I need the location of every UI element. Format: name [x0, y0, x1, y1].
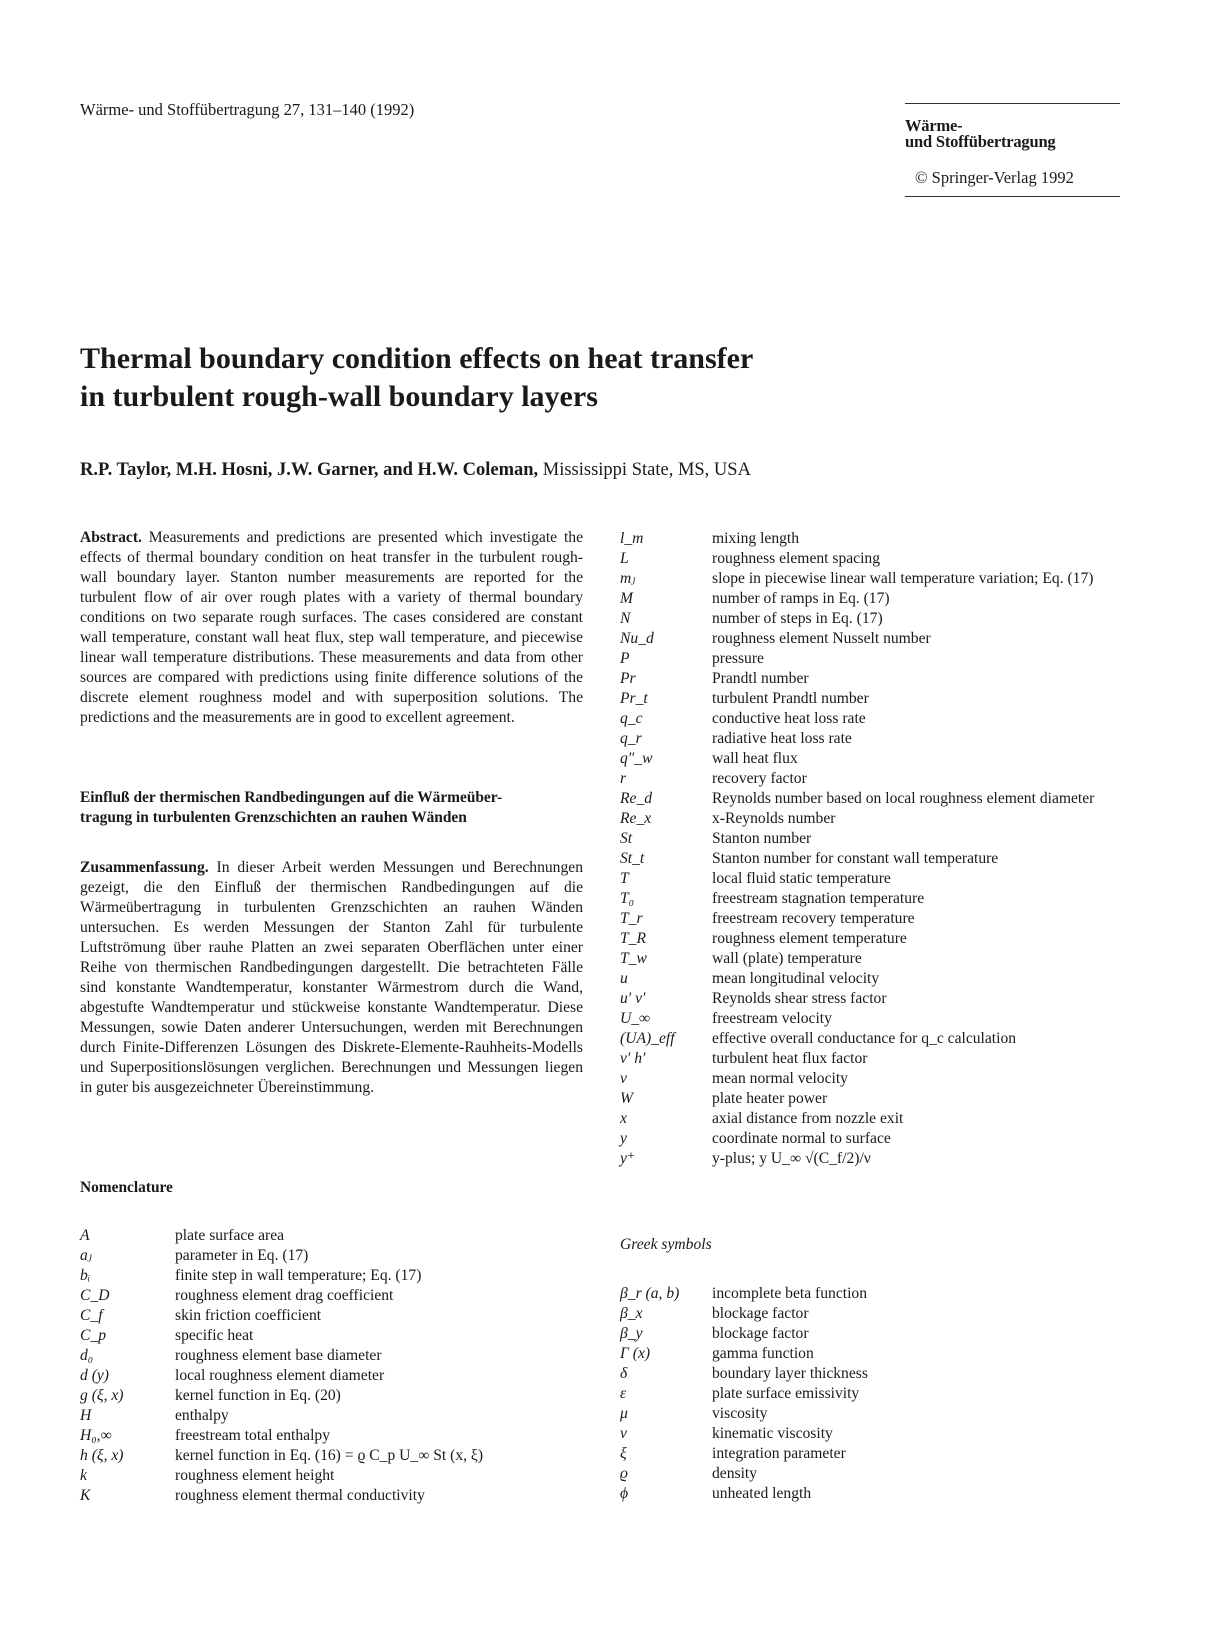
nomenclature-symbol: h (ξ, x)	[80, 1447, 124, 1464]
nomenclature-entry	[620, 1109, 1122, 1129]
nomenclature-entry	[80, 1246, 583, 1266]
nomenclature-symbol: Pr_t	[620, 690, 648, 707]
nomenclature-definition: coordinate normal to surface	[712, 1130, 891, 1147]
nomenclature-entry	[620, 649, 1122, 669]
nomenclature-entry	[620, 629, 1122, 649]
german-title-line2: tragung in turbulenten Grenzschichten an rauhen Wänden	[80, 809, 467, 826]
nomenclature-definition: radiative heat loss rate	[712, 730, 852, 747]
nomenclature-definition: Reynolds shear stress factor	[712, 990, 887, 1007]
nomenclature-symbol: ε	[620, 1385, 627, 1402]
nomenclature-definition: plate surface area	[175, 1227, 285, 1244]
nomenclature-entry	[80, 1486, 583, 1506]
nomenclature-entry	[620, 729, 1122, 749]
nomenclature-entry	[620, 1284, 1122, 1304]
nomenclature-list-left	[80, 1226, 583, 1506]
nomenclature-definition: mean longitudinal velocity	[712, 970, 880, 987]
nomenclature-symbol: Re_d	[620, 790, 653, 807]
nomenclature-entry	[80, 1386, 583, 1406]
masthead-bottom-rule	[905, 196, 1120, 197]
nomenclature-symbol: U_∞	[620, 1010, 651, 1027]
nomenclature-definition: blockage factor	[712, 1305, 809, 1322]
nomenclature-symbol: H₀,∞	[80, 1427, 112, 1444]
nomenclature-symbol: v	[620, 1070, 627, 1087]
nomenclature-definition: kinematic viscosity	[712, 1425, 833, 1442]
paper-title	[80, 340, 980, 416]
nomenclature-definition: plate surface emissivity	[712, 1385, 860, 1402]
nomenclature-entry	[620, 1129, 1122, 1149]
nomenclature-definition: Stanton number	[712, 830, 812, 847]
nomenclature-symbol: T_R	[620, 930, 646, 947]
nomenclature-entry	[620, 909, 1122, 929]
nomenclature-entry	[620, 529, 1122, 549]
masthead-journal-name	[905, 104, 1120, 150]
nomenclature-definition: incomplete beta function	[712, 1285, 868, 1302]
author-affiliation: Mississippi State, MS, USA	[542, 460, 751, 480]
nomenclature-entry	[620, 809, 1122, 829]
nomenclature-definition: kernel function in Eq. (16) = ϱ C_p U_∞ St (x, ξ)	[175, 1447, 484, 1464]
nomenclature-definition: roughness element temperature	[712, 930, 907, 947]
nomenclature-symbol: St	[620, 830, 633, 847]
nomenclature-symbol: C_p	[80, 1327, 106, 1344]
nomenclature-symbol: y	[620, 1130, 627, 1147]
nomenclature-entry	[620, 1404, 1122, 1424]
nomenclature-symbol: u′ v′	[620, 990, 646, 1007]
nomenclature-definition: number of steps in Eq. (17)	[712, 610, 883, 627]
nomenclature-entry	[620, 589, 1122, 609]
journal-masthead	[905, 103, 1120, 197]
nomenclature-entry	[80, 1366, 583, 1386]
nomenclature-definition: x-Reynolds number	[712, 810, 836, 827]
nomenclature-definition: Stanton number for constant wall temperature	[712, 850, 999, 867]
nomenclature-symbol: K	[80, 1487, 91, 1504]
nomenclature-symbol: H	[80, 1407, 92, 1424]
nomenclature-entry	[80, 1326, 583, 1346]
nomenclature-entry	[80, 1306, 583, 1326]
title-line2: in turbulent rough-wall boundary layers	[80, 380, 598, 413]
nomenclature-symbol: g (ξ, x)	[80, 1387, 124, 1404]
nomenclature-definition: parameter in Eq. (17)	[175, 1247, 309, 1264]
greek-symbols-heading: Greek symbols	[620, 1236, 712, 1253]
nomenclature-entry	[620, 609, 1122, 629]
nomenclature-entry	[620, 949, 1122, 969]
abstract	[80, 528, 583, 728]
nomenclature-definition: boundary layer thickness	[712, 1365, 868, 1382]
copyright-notice: © Springer-Verlag 1992	[915, 168, 1074, 187]
nomenclature-entry	[620, 1444, 1122, 1464]
nomenclature-symbol: A	[80, 1227, 90, 1244]
nomenclature-entry	[620, 1089, 1122, 1109]
nomenclature-symbol: k	[80, 1467, 87, 1484]
nomenclature-symbol: q″_w	[620, 750, 653, 767]
nomenclature-definition: axial distance from nozzle exit	[712, 1110, 904, 1127]
nomenclature-definition: viscosity	[712, 1405, 768, 1422]
nomenclature-definition: mean normal velocity	[712, 1070, 848, 1087]
nomenclature-symbol: ϱ	[620, 1465, 628, 1482]
nomenclature-symbol: δ	[620, 1365, 628, 1382]
nomenclature-symbol: q_c	[620, 710, 643, 727]
zusammenfassung	[80, 858, 583, 1098]
nomenclature-entry	[620, 889, 1122, 909]
nomenclature-entry	[620, 549, 1122, 569]
nomenclature-symbol: β_x	[620, 1305, 643, 1322]
nomenclature-symbol: β_r (a, b)	[620, 1285, 680, 1302]
masthead-line1: Wärme-	[905, 116, 963, 135]
nomenclature-entry	[620, 869, 1122, 889]
nomenclature-symbol: ν	[620, 1425, 627, 1442]
nomenclature-definition: wall (plate) temperature	[712, 950, 862, 967]
nomenclature-definition: kernel function in Eq. (20)	[175, 1387, 341, 1404]
nomenclature-entry	[620, 1364, 1122, 1384]
nomenclature-entry	[620, 1029, 1122, 1049]
nomenclature-entry	[80, 1446, 583, 1466]
nomenclature-entry	[620, 929, 1122, 949]
nomenclature-definition: unheated length	[712, 1485, 812, 1502]
nomenclature-entry	[620, 789, 1122, 809]
nomenclature-definition: wall heat flux	[712, 750, 798, 767]
nomenclature-symbol: P	[620, 650, 630, 667]
nomenclature-definition: gamma function	[712, 1345, 814, 1362]
german-title-line1: Einfluß der thermischen Randbedingungen auf die Wärmeüber-	[80, 789, 503, 806]
abstract-label: Abstract.	[80, 529, 142, 546]
nomenclature-entry	[620, 1424, 1122, 1444]
nomenclature-definition: number of ramps in Eq. (17)	[712, 590, 890, 607]
nomenclature-definition: pressure	[712, 650, 764, 667]
nomenclature-definition: conductive heat loss rate	[712, 710, 866, 727]
nomenclature-definition: roughness element spacing	[712, 550, 881, 567]
nomenclature-symbol: ϕ	[620, 1485, 629, 1502]
nomenclature-definition: roughness element drag coefficient	[175, 1287, 394, 1304]
nomenclature-symbol: Re_x	[620, 810, 652, 827]
nomenclature-symbol: W	[620, 1090, 633, 1107]
nomenclature-symbol: T_w	[620, 950, 647, 967]
nomenclature-symbol: T₀	[620, 890, 635, 907]
nomenclature-heading: Nomenclature	[80, 1179, 173, 1196]
zusammenfassung-text: In dieser Arbeit werden Messungen und Berechnungen gezeigt, die den Einfluß der thermischen Randbedingungen auf die Wärmeübertragung in turbulenten Grenzschichten an rauhen Wänden untersuchen. Es werden Messungen der Stanton Zahl für turbulente Luftströmung über rauhe Platten an zwei separaten Oberflächen unter einer Reihe von thermischen Randbedingungen dargestellt. Die betrachteten Fälle sind konstante Wandtemperatur, konstanter Wärmestrom durch die Wand, abgestufte Wandtemperatur und stückweise konstante Wandtemperatur. Diese Messungen, sowie Daten anderer Untersuchungen, werden mit Berechnungen durch Finite-Differenzen Lösungen des Diskrete-Elemente-Rauhheits-Modells und Superpositionslösungen verglichen. Berechnungen und Messungen liegen in guter bis ausgezeichneter Übereinstimmung.	[80, 859, 583, 1096]
nomenclature-symbol: Γ (x)	[620, 1345, 651, 1362]
nomenclature-definition: finite step in wall temperature; Eq. (17)	[175, 1267, 422, 1284]
nomenclature-entry	[620, 669, 1122, 689]
nomenclature-definition: roughness element base diameter	[175, 1347, 382, 1364]
nomenclature-entry	[620, 569, 1122, 589]
nomenclature-symbol: β_y	[620, 1325, 643, 1342]
nomenclature-entry	[620, 849, 1122, 869]
nomenclature-definition: effective overall conductance for q_c calculation	[712, 1030, 1017, 1047]
nomenclature-definition: freestream velocity	[712, 1010, 832, 1027]
nomenclature-symbol: L	[620, 550, 629, 567]
nomenclature-entry	[620, 989, 1122, 1009]
nomenclature-entry	[620, 749, 1122, 769]
nomenclature-entry	[620, 1484, 1122, 1504]
zusammenfassung-label: Zusammenfassung.	[80, 859, 209, 876]
nomenclature-definition: freestream recovery temperature	[712, 910, 915, 927]
nomenclature-symbol: mⱼ	[620, 570, 636, 587]
nomenclature-symbol: bᵢ	[80, 1267, 91, 1284]
nomenclature-list-right	[620, 529, 1122, 1169]
nomenclature-definition: y-plus; y U_∞ √(C_f/2)/ν	[712, 1150, 871, 1167]
nomenclature-symbol: d (y)	[80, 1367, 110, 1384]
nomenclature-symbol: r	[620, 770, 627, 787]
nomenclature-definition: freestream stagnation temperature	[712, 890, 925, 907]
nomenclature-symbol: d₀	[80, 1347, 94, 1364]
nomenclature-symbol: x	[620, 1110, 627, 1127]
nomenclature-symbol: v′ h′	[620, 1050, 646, 1067]
nomenclature-entry	[620, 1324, 1122, 1344]
nomenclature-entry	[620, 1464, 1122, 1484]
nomenclature-definition: density	[712, 1465, 758, 1482]
nomenclature-symbol: Pr	[620, 670, 636, 687]
nomenclature-definition: specific heat	[175, 1327, 254, 1344]
nomenclature-definition: turbulent heat flux factor	[712, 1050, 868, 1067]
nomenclature-entry	[620, 1304, 1122, 1324]
nomenclature-entry	[620, 1009, 1122, 1029]
nomenclature-entry	[80, 1286, 583, 1306]
greek-symbols-list	[620, 1284, 1122, 1504]
nomenclature-definition: roughness element thermal conductivity	[175, 1487, 425, 1504]
nomenclature-entry	[620, 969, 1122, 989]
nomenclature-definition: skin friction coefficient	[175, 1307, 322, 1324]
nomenclature-symbol: St_t	[620, 850, 645, 867]
abstract-text: Measurements and predictions are presented which investigate the effects of thermal boundary condition on heat transfer in the turbulent rough-wall boundary layer. Stanton number measurements are reported for the turbulent flow of air over rough plates with a variety of thermal boundary conditions on two separate rough surfaces. The cases considered are constant wall temperature, constant wall heat flux, step wall temperature, and piecewise linear wall temperature distributions. These measurements and data from other sources are compared with predictions using finite difference solutions of the discrete element roughness model and with superposition solutions. The predictions and the measurements are in good to excellent agreement.	[80, 529, 583, 726]
nomenclature-definition: roughness element height	[175, 1467, 335, 1484]
nomenclature-symbol: T_r	[620, 910, 643, 927]
nomenclature-definition: freestream total enthalpy	[175, 1427, 331, 1444]
nomenclature-entry	[620, 1149, 1122, 1169]
nomenclature-entry	[620, 1069, 1122, 1089]
nomenclature-entry	[620, 1344, 1122, 1364]
author-line	[80, 460, 751, 481]
nomenclature-definition: mixing length	[712, 530, 800, 547]
nomenclature-definition: slope in piecewise linear wall temperature variation; Eq. (17)	[712, 570, 1094, 587]
nomenclature-definition: Prandtl number	[712, 670, 809, 687]
german-title	[80, 788, 583, 828]
nomenclature-entry	[80, 1466, 583, 1486]
nomenclature-entry	[80, 1266, 583, 1286]
nomenclature-symbol: aⱼ	[80, 1247, 92, 1264]
nomenclature-definition: roughness element Nusselt number	[712, 630, 931, 647]
nomenclature-definition: integration parameter	[712, 1445, 846, 1462]
journal-reference: Wärme- und Stoffübertragung 27, 131–140 (1992)	[80, 100, 415, 119]
nomenclature-entry	[620, 709, 1122, 729]
nomenclature-definition: blockage factor	[712, 1325, 809, 1342]
nomenclature-symbol: C_f	[80, 1307, 103, 1324]
nomenclature-symbol: C_D	[80, 1287, 110, 1304]
nomenclature-definition: turbulent Prandtl number	[712, 690, 869, 707]
title-line1: Thermal boundary condition effects on heat transfer	[80, 342, 754, 375]
nomenclature-definition: enthalpy	[175, 1407, 229, 1424]
nomenclature-symbol: u	[620, 970, 628, 987]
nomenclature-entry	[80, 1406, 583, 1426]
nomenclature-entry	[620, 1049, 1122, 1069]
nomenclature-symbol: μ	[620, 1405, 628, 1422]
nomenclature-entry	[80, 1226, 583, 1246]
nomenclature-symbol: Nu_d	[620, 630, 654, 647]
nomenclature-entry	[620, 689, 1122, 709]
nomenclature-symbol: l_m	[620, 530, 644, 547]
nomenclature-entry	[80, 1426, 583, 1446]
nomenclature-entry	[80, 1346, 583, 1366]
nomenclature-symbol: N	[620, 610, 631, 627]
author-names: R.P. Taylor, M.H. Hosni, J.W. Garner, and H.W. Coleman,	[80, 460, 539, 480]
nomenclature-symbol: ξ	[620, 1445, 627, 1462]
nomenclature-symbol: M	[620, 590, 633, 607]
nomenclature-symbol: q_r	[620, 730, 642, 747]
nomenclature-definition: recovery factor	[712, 770, 807, 787]
nomenclature-definition: local fluid static temperature	[712, 870, 891, 887]
nomenclature-entry	[620, 1384, 1122, 1404]
nomenclature-symbol: y⁺	[620, 1150, 636, 1167]
nomenclature-definition: Reynolds number based on local roughness element diameter	[712, 790, 1095, 807]
nomenclature-definition: local roughness element diameter	[175, 1367, 385, 1384]
nomenclature-symbol: T	[620, 870, 629, 887]
nomenclature-entry	[620, 829, 1122, 849]
nomenclature-entry	[620, 769, 1122, 789]
nomenclature-symbol: (UA)_eff	[620, 1030, 675, 1047]
masthead-line2: und Stoffübertragung	[905, 132, 1056, 151]
nomenclature-definition: plate heater power	[712, 1090, 828, 1107]
